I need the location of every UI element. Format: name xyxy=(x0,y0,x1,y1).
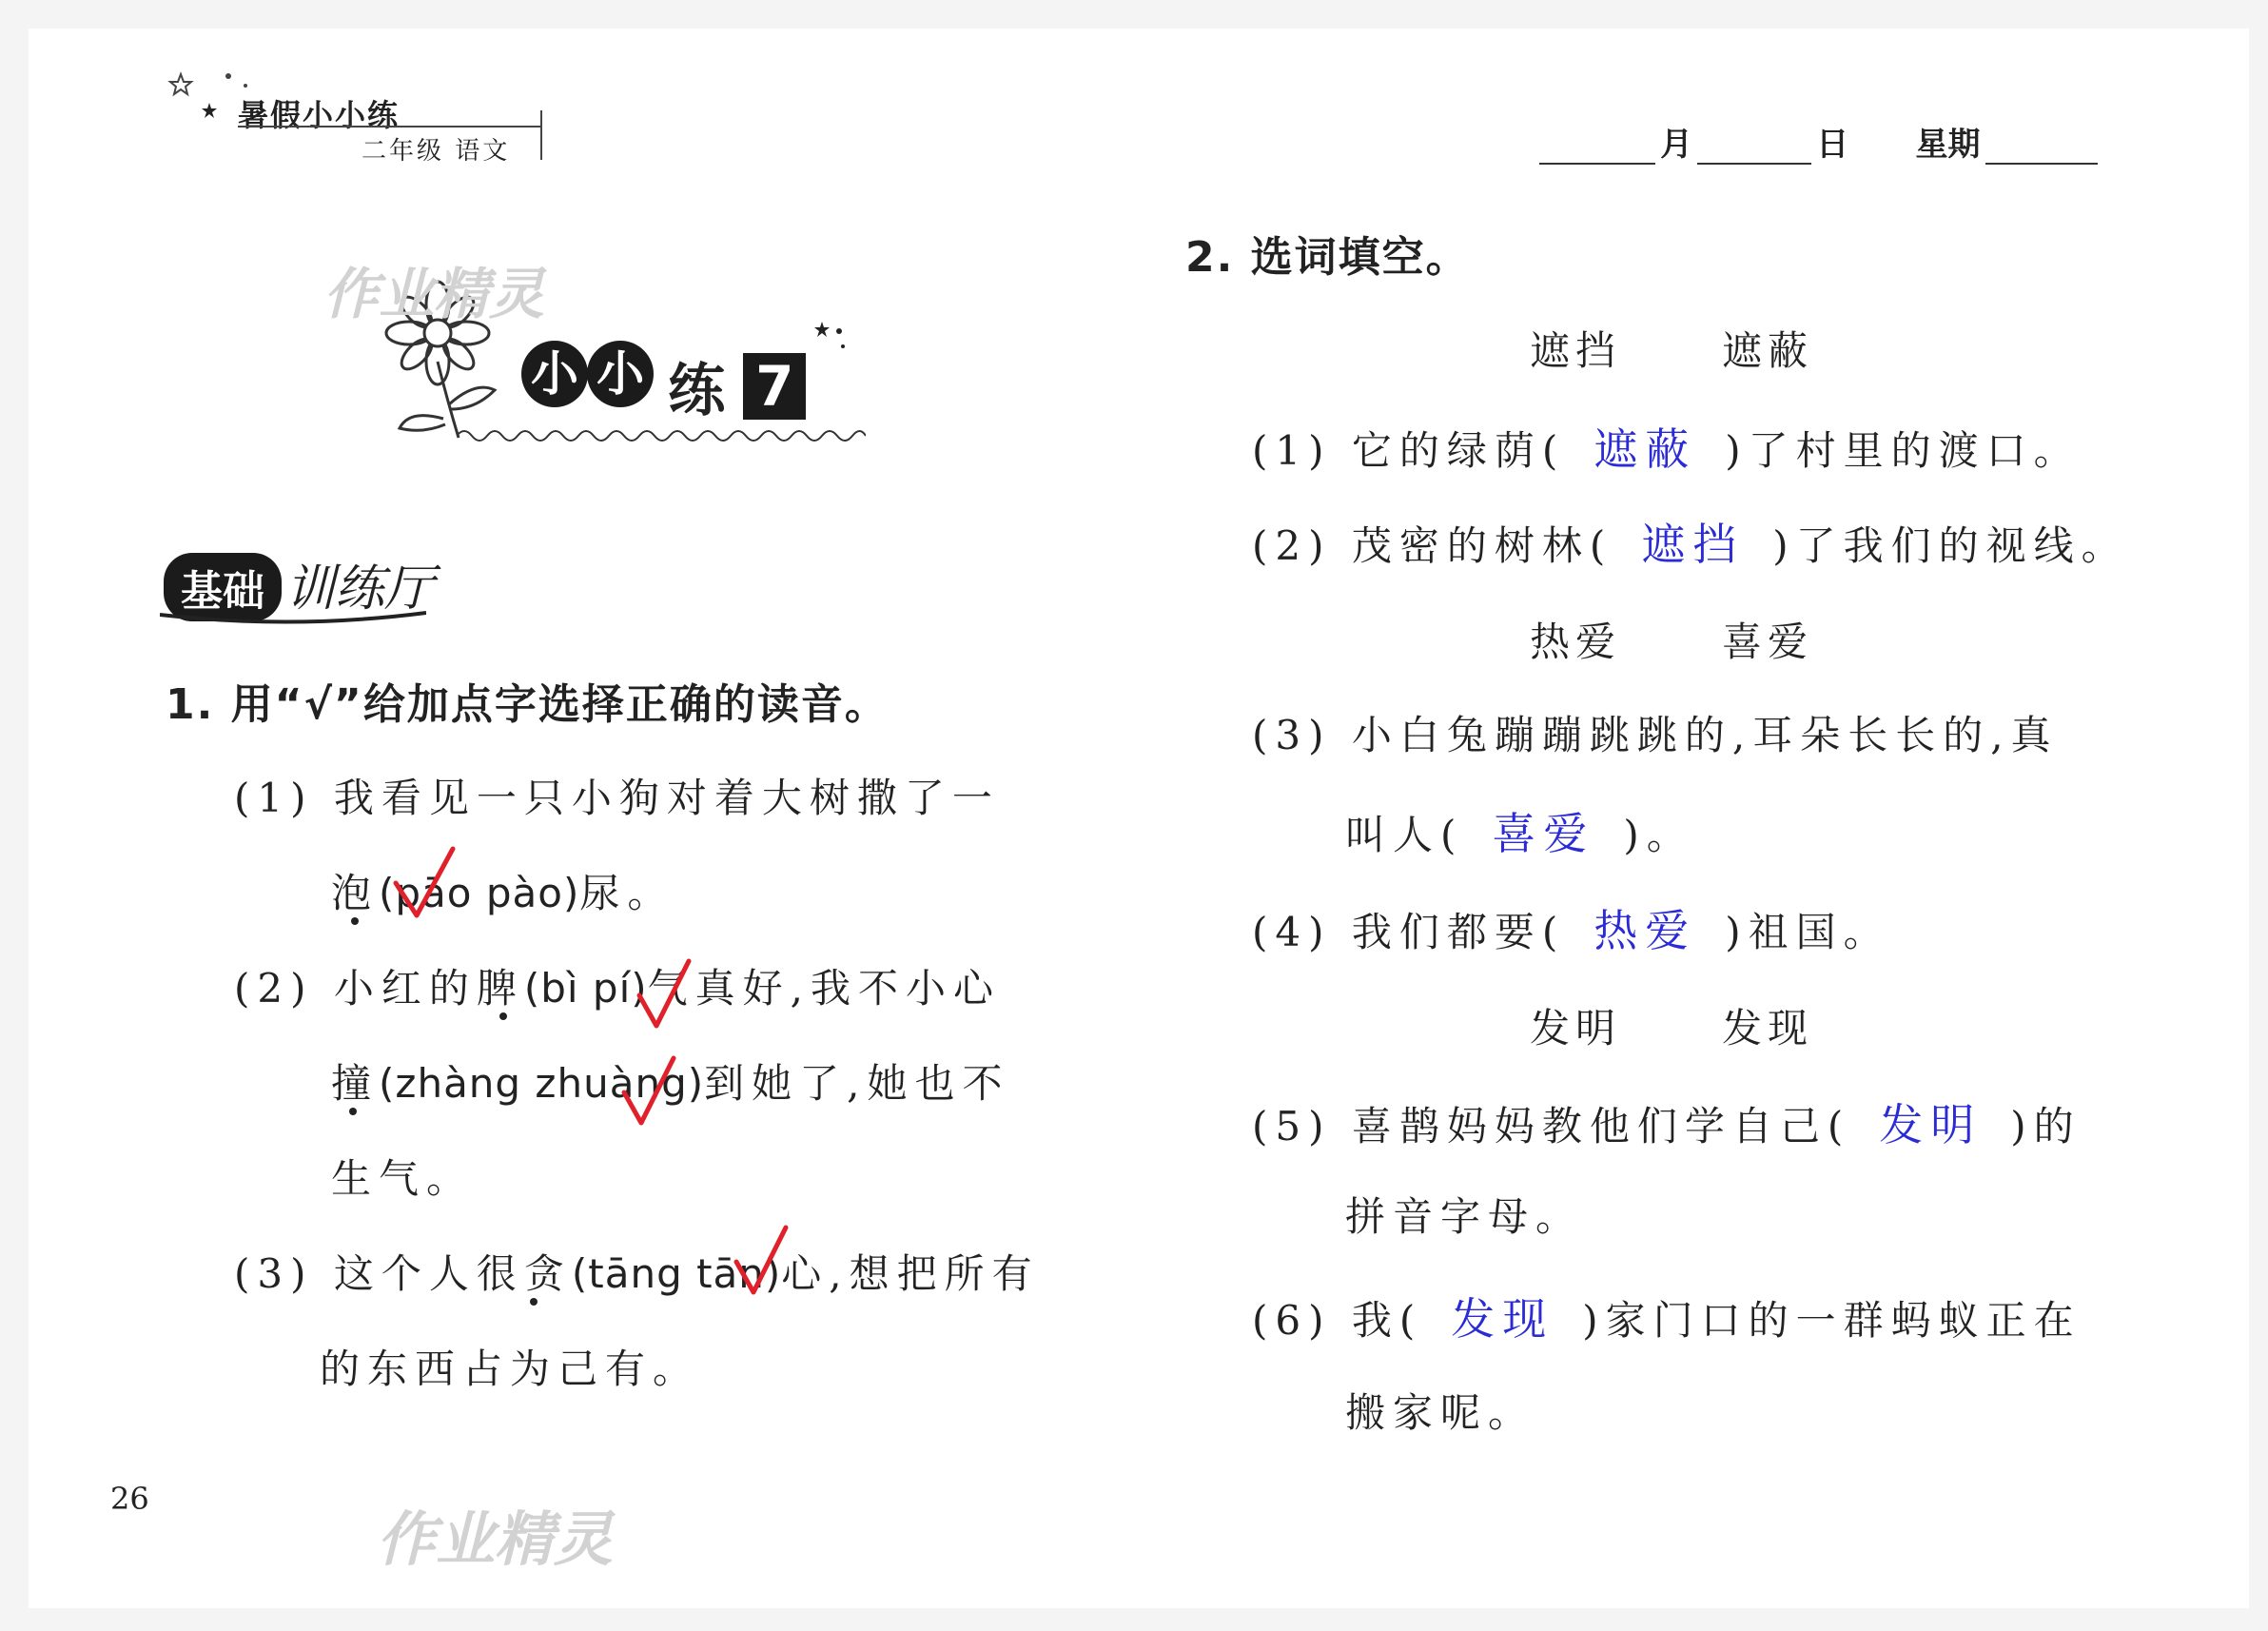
q1-item3-pinyin: (tāng tān) xyxy=(571,1250,782,1297)
q2-word: 发现 xyxy=(1722,1005,1814,1051)
banner-char-1: 小 xyxy=(521,341,588,407)
banner-stars-icon xyxy=(811,318,849,356)
checkmark-icon xyxy=(392,845,459,921)
q2-item5-pre: (5) 喜鹊妈妈教他们学自己( xyxy=(1252,1103,1851,1150)
date-fields xyxy=(1539,118,2098,165)
q2-item1-post: )了村里的渡口。 xyxy=(1725,427,2082,474)
q1-item3-line1 xyxy=(234,1243,1040,1300)
q2-heading: 2. 选词填空。 xyxy=(1185,233,1470,282)
q2-word: 遮蔽 xyxy=(1722,327,1814,374)
checkmark-icon xyxy=(620,1054,677,1130)
banner-char-2: 小 xyxy=(587,341,654,407)
badge-swoosh xyxy=(160,609,426,628)
q2-item4-pre: (4) 我们都要( xyxy=(1252,909,1566,955)
q1-item1-line2 xyxy=(331,862,675,919)
q2-item4-post: )祖国。 xyxy=(1725,909,1891,955)
emphasis-dot xyxy=(530,1298,538,1306)
q2-item2-pre: (2) 茂密的树林( xyxy=(1252,522,1613,569)
q2-item6-pre: (6) 我( xyxy=(1252,1297,1423,1344)
q1-heading: 1. 用“√”给加点字选择正确的读音。 xyxy=(166,680,889,729)
q2-item1-pre: (1) 它的绿荫( xyxy=(1252,427,1566,474)
q2-word: 热爱 xyxy=(1530,619,1622,665)
emphasis-dot xyxy=(349,1108,357,1115)
banner-char-3: 练 xyxy=(668,357,726,424)
q2-item3-pre: 叫人( xyxy=(1345,812,1464,858)
q2-words-group1 xyxy=(1530,320,1813,377)
weekday-label: 星期 xyxy=(1915,126,1981,164)
q2-item6-post: )家门口的一群蚂蚁正在 xyxy=(1582,1297,2082,1344)
q2-item4 xyxy=(1252,896,1891,959)
section-badge-part2: 训练厅 xyxy=(285,560,435,618)
q2-item5-post: )的 xyxy=(2010,1103,2082,1150)
banner-watermark: 作业精灵 xyxy=(323,262,545,326)
q2-item3-answer[interactable]: 喜爱 xyxy=(1492,808,1595,859)
q1-item2-rest: 到她了,她也不 xyxy=(704,1060,1010,1107)
header-divider xyxy=(540,110,542,160)
q2-item5-line1 xyxy=(1252,1091,2082,1153)
q1-item2-pre: (2) 小红的脾 xyxy=(234,965,524,1012)
q2-item1-answer[interactable]: 遮蔽 xyxy=(1593,423,1697,475)
q1-item2-post: 气真好,我不小心 xyxy=(647,965,1001,1012)
q1-item2-line1 xyxy=(234,957,1001,1014)
page-number: 26 xyxy=(110,1481,149,1517)
q2-item3-post: )。 xyxy=(1623,812,1694,858)
q1-item1-line1: (1) 我看见一只小狗对着大树撒了一 xyxy=(234,775,1000,821)
day-label: 日 xyxy=(1816,126,1849,164)
q1-item3-pre: (3) 这个人很贪 xyxy=(234,1250,572,1297)
emphasis-dot xyxy=(499,1012,507,1020)
q1-item2-char: 撞 xyxy=(331,1060,380,1107)
q1-item3-line2: 的东西占为己有。 xyxy=(320,1346,701,1392)
q2-item3-line1: (3) 小白兔蹦蹦跳跳的,耳朵长长的,真 xyxy=(1252,712,2059,758)
q1-item2-pinyin: (bì pí) xyxy=(523,965,648,1012)
q1-item1-rest: 尿。 xyxy=(579,870,675,916)
q2-item1 xyxy=(1252,415,2082,478)
q2-words-group2 xyxy=(1530,611,1813,668)
q2-item2-post: )了我们的视线。 xyxy=(1772,522,2129,569)
q2-item2 xyxy=(1252,510,2129,573)
series-title: 暑假小小练 xyxy=(238,97,401,133)
q1-item2-pinyin2: (zhàng zhuàng) xyxy=(379,1060,705,1107)
q2-words-group3 xyxy=(1530,997,1813,1054)
q2-word: 喜爱 xyxy=(1722,619,1814,665)
banner-title xyxy=(521,341,806,427)
month-label: 月 xyxy=(1660,126,1693,164)
q2-item3-line2 xyxy=(1345,799,1694,862)
q2-item6-line1 xyxy=(1252,1285,2082,1347)
q2-item6-line2: 搬家呢。 xyxy=(1345,1389,1536,1436)
footer-watermark: 作业精灵 xyxy=(377,1504,614,1574)
weekday-blank[interactable] xyxy=(1985,128,2098,165)
q2-item6-answer[interactable]: 发现 xyxy=(1451,1293,1554,1345)
checkmark-icon xyxy=(635,957,693,1033)
q2-item4-answer[interactable]: 热爱 xyxy=(1593,905,1697,956)
banner-number: 7 xyxy=(743,353,806,420)
q1-item1-char: 泡 xyxy=(331,870,380,916)
q2-word: 遮挡 xyxy=(1530,327,1622,374)
banner-wave xyxy=(457,426,866,445)
header-rule xyxy=(238,126,542,128)
grade-subject: 二年级 语文 xyxy=(362,137,511,166)
day-blank[interactable] xyxy=(1697,128,1811,165)
month-blank[interactable] xyxy=(1539,128,1655,165)
q1-item3-post: 心,想把所有 xyxy=(781,1250,1040,1297)
q2-item5-answer[interactable]: 发明 xyxy=(1879,1099,1983,1150)
q2-item2-answer[interactable]: 遮挡 xyxy=(1641,519,1745,570)
q2-item5-line2: 拼音字母。 xyxy=(1345,1193,1584,1240)
checkmark-icon xyxy=(733,1224,790,1300)
section-badge-part1: 基础 xyxy=(164,553,282,621)
emphasis-dot xyxy=(351,917,359,925)
q1-item1-pinyin: (pāo pào) xyxy=(379,870,580,916)
q1-item2-line3: 生气。 xyxy=(331,1155,475,1202)
q2-word: 发明 xyxy=(1530,1005,1622,1051)
